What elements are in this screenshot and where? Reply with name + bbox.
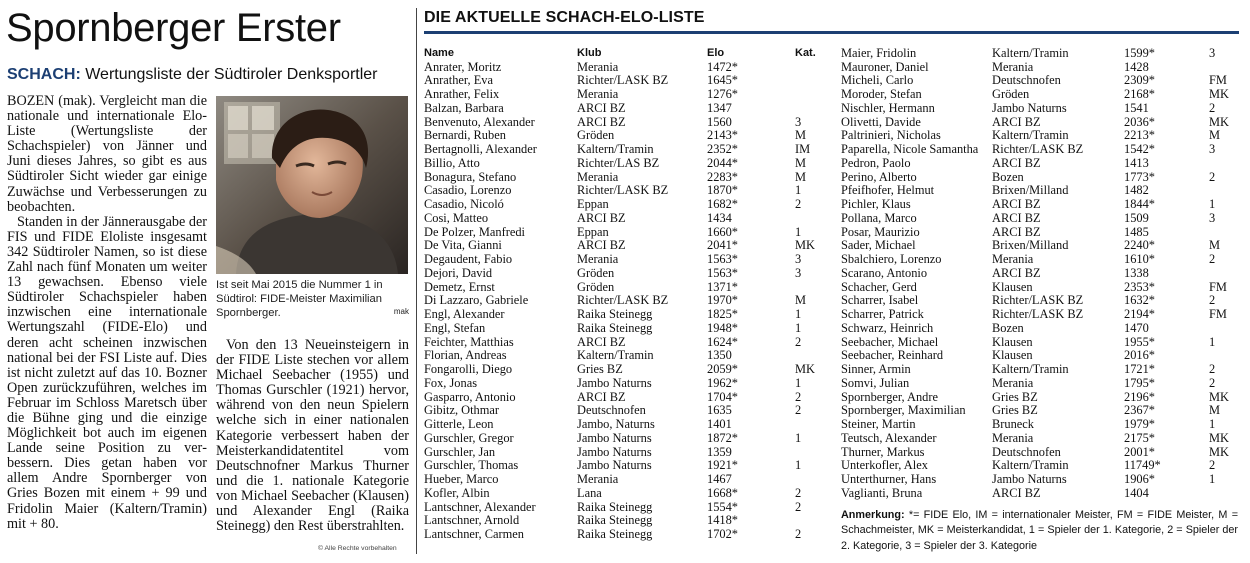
player-elo: 1404	[1124, 485, 1149, 500]
player-club: Merania	[992, 59, 1034, 74]
player-club: Merania	[577, 59, 619, 74]
player-elo: 1467	[707, 472, 732, 487]
player-name: Balzan, Barbara	[424, 100, 504, 115]
player-elo: 1434	[707, 210, 732, 225]
player-club: Merania	[577, 252, 619, 267]
player-club: Gries BZ	[992, 389, 1038, 404]
player-club: Kaltern/Tramin	[992, 45, 1069, 60]
player-club: Kaltern/Tramin	[992, 128, 1069, 143]
player-name: Bernardi, Ruben	[424, 128, 506, 143]
player-elo: 1948*	[707, 320, 738, 335]
player-club: Gries BZ	[992, 403, 1038, 418]
player-elo: 1599*	[1124, 45, 1155, 60]
player-name: Unterthurner, Hans	[841, 472, 937, 487]
player-club: Kaltern/Tramin	[577, 348, 654, 363]
article-paragraph-3: Von den 13 Neueinsteigern in der FIDE Liste stechen vor allem Michael Seebacher (1955) und Thomas Gurschler (1921) hervor, während von den neun Spielern welche sich in einer nationalen Kategorie verbessert haben der Meisterkandidatentitel vom Deutschnofner Markus Thurner und die 1. nationale Kategorie von Michael Seebacher (Klausen) und Alexander Engl (Raika Steinegg) den Rest überstrahlten.	[216, 337, 409, 535]
player-category: 2	[1209, 375, 1216, 390]
player-club: Jambo Naturns	[577, 458, 652, 473]
player-category: 3	[795, 252, 802, 267]
player-name: Gurschler, Thomas	[424, 458, 519, 473]
player-club: Merania	[992, 430, 1034, 445]
player-club: Klausen	[992, 334, 1033, 349]
player-name: Fongarolli, Diego	[424, 362, 513, 377]
player-elo: 1554*	[707, 499, 738, 514]
player-elo: 1563*	[707, 252, 738, 267]
section-title: DIE AKTUELLE SCHACH-ELO-LISTE	[424, 9, 705, 26]
player-category: FM	[1209, 73, 1227, 88]
player-club: Eppan	[577, 224, 609, 239]
player-name: Unterkofler, Alex	[841, 458, 928, 473]
player-club: ARCI BZ	[992, 224, 1041, 239]
player-elo: 1635	[707, 403, 732, 418]
player-elo: 1624*	[707, 334, 738, 349]
player-club: Jambo Naturns	[577, 444, 652, 459]
player-club: ARCI BZ	[577, 389, 626, 404]
player-elo: 1610*	[1124, 252, 1155, 267]
player-name: Schacher, Gerd	[841, 279, 917, 294]
article-column-2	[216, 338, 409, 534]
player-elo: 2016*	[1124, 348, 1155, 363]
player-category: 1	[795, 224, 802, 239]
player-elo: 1704*	[707, 389, 738, 404]
player-category: 2	[795, 403, 802, 418]
player-category: MK	[1209, 389, 1229, 404]
player-club: Raika Steinegg	[577, 320, 653, 335]
player-category: 2	[1209, 458, 1216, 473]
header-kat: Kat.	[795, 47, 816, 59]
player-name: Pedron, Paolo	[841, 155, 911, 170]
player-name: Schwarz, Heinrich	[841, 320, 934, 335]
player-elo: 1870*	[707, 183, 738, 198]
player-club: ARCI BZ	[992, 197, 1041, 212]
player-name: Paltrinieri, Nicholas	[841, 128, 941, 143]
player-name: Bonagura, Stefano	[424, 169, 517, 184]
player-name: Bertagnolli, Alexander	[424, 142, 537, 157]
player-club: Klausen	[992, 348, 1033, 363]
player-club: ARCI BZ	[992, 210, 1041, 225]
player-club: ARCI BZ	[992, 114, 1041, 129]
player-elo: 1872*	[707, 430, 738, 445]
player-club: Raika Steinegg	[577, 307, 653, 322]
player-category: 1	[795, 430, 802, 445]
player-club: Richter/LASK BZ	[577, 183, 669, 198]
player-name: Olivetti, Davide	[841, 114, 921, 129]
player-elo: 2213*	[1124, 128, 1155, 143]
player-category: IM	[795, 142, 811, 157]
player-category: 1	[795, 307, 802, 322]
player-club: Gries BZ	[577, 362, 623, 377]
player-elo: 1844*	[1124, 197, 1155, 212]
player-name: Vaglianti, Bruna	[841, 485, 923, 500]
player-elo: 1560	[707, 114, 732, 129]
player-name: Nischler, Hermann	[841, 100, 935, 115]
player-club: Gröden	[577, 128, 615, 143]
player-club: Jambo, Naturns	[577, 417, 655, 432]
player-name: Spornberger, Andre	[841, 389, 939, 404]
player-club: Kaltern/Tramin	[577, 142, 654, 157]
player-elo: 1401	[707, 417, 732, 432]
player-name: Mauroner, Daniel	[841, 59, 929, 74]
player-name: Steiner, Martin	[841, 417, 916, 432]
player-name: Seebacher, Reinhard	[841, 348, 944, 363]
player-elo: 1660*	[707, 224, 738, 239]
player-name: Gitterle, Leon	[424, 417, 494, 432]
player-name: Cosi, Matteo	[424, 210, 489, 225]
player-category: 2	[795, 334, 802, 349]
player-category: 3	[795, 114, 802, 129]
player-category: MK	[1209, 430, 1229, 445]
article-paragraph-2: Standen in der Jännerausgabe der FIS und FIDE Eloliste insgesamt 342 Südtiroler Namen, so ist diese Zahl nach fünf Monaten um weiter 13 gewachsen. Ebenso viele Südtiroler Schachspieler haben inzwischen eine internationale Wertungszahl (FIDE-Elo) und deren acht scheinen inzwischen national bei der FSI Liste auf. Dies ist nicht zuletzt auf das 10. Bozner Open zurückzuführen, welches im Februar im Schloss Maretsch über die Bühne ging und die einzige Möglichkeit bot auch im eigenen Lande seine Position zu verbessern. Dies getan haben vor allem Andre Spornberger von Gries Bozen mit einem + 99 und Fridolin Maier (Kaltern/Tramin) mit + 80.	[7, 213, 207, 532]
player-elo: 1485	[1124, 224, 1149, 239]
player-category: M	[795, 169, 807, 184]
player-name: Paparella, Nicole Samantha	[841, 142, 979, 157]
player-photo-image	[216, 96, 408, 274]
player-club: Brixen/Milland	[992, 238, 1069, 253]
section-title-rule	[424, 31, 1239, 34]
player-elo: 1413	[1124, 155, 1149, 170]
player-club: Deutschnofen	[577, 403, 646, 418]
player-name: Dejori, David	[424, 265, 493, 280]
player-category: MK	[795, 238, 815, 253]
player-club: Richter/LAS BZ	[577, 155, 660, 170]
player-category: M	[1209, 238, 1221, 253]
player-category: M	[795, 128, 807, 143]
player-name: Benvenuto, Alexander	[424, 114, 535, 129]
player-club: ARCI BZ	[577, 114, 626, 129]
player-category: MK	[795, 362, 815, 377]
subheadline	[7, 65, 411, 85]
player-elo: 1645*	[707, 73, 738, 88]
player-name: Kofler, Albin	[424, 485, 490, 500]
player-club: ARCI BZ	[992, 485, 1041, 500]
player-elo: 1721*	[1124, 362, 1155, 377]
player-name: Pfeifhofer, Helmut	[841, 183, 935, 198]
player-name: Anrather, Felix	[424, 87, 500, 102]
player-elo: 1276*	[707, 87, 738, 102]
player-name: Thurner, Markus	[841, 444, 925, 459]
player-category: 1	[795, 458, 802, 473]
player-category: 2	[795, 485, 802, 500]
player-category: 3	[1209, 142, 1216, 157]
player-name: Engl, Stefan	[424, 320, 486, 335]
player-club: Merania	[992, 375, 1034, 390]
player-name: Lantschner, Arnold	[424, 513, 520, 528]
player-name: De Vita, Gianni	[424, 238, 502, 253]
player-club: Bozen	[992, 320, 1024, 335]
kicker: SCHACH:	[7, 66, 81, 83]
player-name: Lantschner, Alexander	[424, 499, 536, 514]
player-category: 1	[795, 183, 802, 198]
player-club: Merania	[577, 169, 619, 184]
player-club: Eppan	[577, 197, 609, 212]
player-elo: 1906*	[1124, 472, 1155, 487]
player-category: M	[1209, 403, 1221, 418]
player-club: Bozen	[992, 169, 1024, 184]
player-name: Sader, Michael	[841, 238, 916, 253]
player-club: Raika Steinegg	[577, 513, 653, 528]
player-name: Gibitz, Othmar	[424, 403, 500, 418]
player-category: MK	[1209, 444, 1229, 459]
player-name: Gurschler, Gregor	[424, 430, 514, 445]
player-category: 2	[795, 499, 802, 514]
legend-label: Anmerkung:	[841, 509, 905, 521]
player-elo: 2283*	[707, 169, 738, 184]
player-club: Merania	[992, 252, 1034, 267]
player-elo: 1702*	[707, 527, 738, 542]
player-club: Jambo Naturns	[577, 375, 652, 390]
player-category: FM	[1209, 279, 1227, 294]
player-elo: 1773*	[1124, 169, 1155, 184]
player-category: 2	[795, 197, 802, 212]
player-category: 2	[795, 389, 802, 404]
player-category: 2	[1209, 362, 1216, 377]
player-elo: 1563*	[707, 265, 738, 280]
player-elo: 2168*	[1124, 87, 1155, 102]
player-name: Spornberger, Maximilian	[841, 403, 966, 418]
player-category: 3	[795, 265, 802, 280]
player-club: Jambo Naturns	[577, 430, 652, 445]
player-name: Scarano, Antonio	[841, 265, 928, 280]
player-elo: 1825*	[707, 307, 738, 322]
player-elo: 1962*	[707, 375, 738, 390]
player-name: Maier, Fridolin	[841, 45, 917, 60]
player-category: 2	[1209, 252, 1216, 267]
player-club: Merania	[577, 87, 619, 102]
article-paragraph-1: BOZEN (mak). Vergleicht man die nationale und internationale Elo-Liste (Wertungsliste der Schachspieler) von Jänner und Juni dieses Jahres, so gibt es aus Südtiroler Sicht wieder gar einige Zuwächse und Verbesserungen zu beobachten.	[7, 93, 207, 215]
header-klub: Klub	[577, 47, 602, 59]
player-category: 2	[1209, 169, 1216, 184]
player-category: 2	[1209, 100, 1216, 115]
player-club: Richter/LASK BZ	[992, 307, 1084, 322]
player-elo: 2367*	[1124, 403, 1155, 418]
player-category: 3	[1209, 210, 1216, 225]
player-elo: 1470	[1124, 320, 1149, 335]
player-elo: 1541	[1124, 100, 1149, 115]
player-club: Lana	[577, 485, 602, 500]
player-name: Gurschler, Jan	[424, 444, 496, 459]
player-club: Bruneck	[992, 417, 1034, 432]
player-elo: 1509	[1124, 210, 1149, 225]
player-elo: 2059*	[707, 362, 738, 377]
player-name: Anrater, Moritz	[424, 59, 502, 74]
player-elo: 1428	[1124, 59, 1149, 74]
player-name: Seebacher, Michael	[841, 334, 939, 349]
player-category: 3	[1209, 45, 1216, 60]
player-club: Brixen/Milland	[992, 183, 1069, 198]
player-club: ARCI BZ	[992, 155, 1041, 170]
player-elo: 2175*	[1124, 430, 1155, 445]
player-elo: 2240*	[1124, 238, 1155, 253]
player-elo: 1970*	[707, 293, 738, 308]
player-elo: 2194*	[1124, 307, 1155, 322]
player-elo: 1668*	[707, 485, 738, 500]
player-elo: 2309*	[1124, 73, 1155, 88]
subheadline-text: Wertungsliste der Südtiroler Denksportler	[85, 66, 378, 83]
header-elo: Elo	[707, 47, 725, 59]
player-elo: 1542*	[1124, 142, 1155, 157]
player-name: Anrather, Eva	[424, 73, 493, 88]
player-photo	[216, 96, 408, 274]
player-name: Florian, Andreas	[424, 348, 507, 363]
player-name: Hueber, Marco	[424, 472, 499, 487]
player-name: Di Lazzaro, Gabriele	[424, 293, 529, 308]
player-category: MK	[1209, 114, 1229, 129]
photo-caption	[216, 278, 409, 320]
player-name: Degaudent, Fabio	[424, 252, 513, 267]
player-elo: 1795*	[1124, 375, 1155, 390]
rights-notice: © Alle Rechte vorbehalten	[318, 545, 397, 552]
headline: Spornberger Erster	[6, 6, 341, 50]
player-elo: 1979*	[1124, 417, 1155, 432]
player-club: Gröden	[577, 279, 615, 294]
legend	[841, 508, 1238, 554]
player-elo: 1418*	[707, 513, 738, 528]
article-column-1	[7, 94, 207, 532]
player-elo: 2041*	[707, 238, 738, 253]
player-category: 1	[795, 375, 802, 390]
player-club: Kaltern/Tramin	[992, 362, 1069, 377]
player-club: Richter/LASK BZ	[577, 73, 669, 88]
player-category: FM	[1209, 307, 1227, 322]
player-name: Pichler, Klaus	[841, 197, 911, 212]
player-club: Richter/LASK BZ	[577, 293, 669, 308]
player-elo: 1338	[1124, 265, 1149, 280]
player-elo: 1347	[707, 100, 732, 115]
player-elo: 1371*	[707, 279, 738, 294]
player-name: Scharrer, Isabel	[841, 293, 919, 308]
player-category: M	[1209, 128, 1221, 143]
player-club: ARCI BZ	[577, 100, 626, 115]
player-category: 1	[1209, 334, 1216, 349]
player-category: M	[795, 293, 807, 308]
player-club: Jambo Naturns	[992, 100, 1067, 115]
player-club: ARCI BZ	[577, 334, 626, 349]
player-name: Casadio, Lorenzo	[424, 183, 512, 198]
player-elo: 1682*	[707, 197, 738, 212]
player-category: 1	[795, 320, 802, 335]
player-club: Deutschnofen	[992, 444, 1061, 459]
photo-credit: mak	[393, 307, 409, 316]
player-category: 1	[1209, 417, 1216, 432]
player-elo: 1632*	[1124, 293, 1155, 308]
player-name: Feichter, Matthias	[424, 334, 514, 349]
photo-caption-text: Ist seit Mai 2015 die Nummer 1 in Südtirol: FIDE-Meister Maximilian Spornberger.	[216, 279, 383, 319]
player-name: Fox, Jonas	[424, 375, 478, 390]
player-elo: 1359	[707, 444, 732, 459]
player-category: 1	[1209, 472, 1216, 487]
player-club: Gröden	[577, 265, 615, 280]
player-name: Moroder, Stefan	[841, 87, 922, 102]
player-club: Merania	[577, 472, 619, 487]
player-elo: 2001*	[1124, 444, 1155, 459]
player-category: 2	[795, 527, 802, 542]
player-category: 2	[1209, 293, 1216, 308]
header-name: Name	[424, 47, 454, 59]
player-elo: 2036*	[1124, 114, 1155, 129]
player-category: 1	[1209, 197, 1216, 212]
player-club: Kaltern/Tramin	[992, 458, 1069, 473]
player-club: Raika Steinegg	[577, 527, 653, 542]
player-elo: 1955*	[1124, 334, 1155, 349]
player-name: Scharrer, Patrick	[841, 307, 924, 322]
player-name: Somvi, Julian	[841, 375, 910, 390]
player-club: Richter/LASK BZ	[992, 293, 1084, 308]
player-elo: 1350	[707, 348, 732, 363]
player-elo: 11749*	[1124, 458, 1161, 473]
player-club: Gröden	[992, 87, 1030, 102]
player-club: Raika Steinegg	[577, 499, 653, 514]
player-name: Gasparro, Antonio	[424, 389, 516, 404]
player-name: Pollana, Marco	[841, 210, 917, 225]
legend-text: *= FIDE Elo, IM = internationaler Meister, FM = FIDE Meister, M = Schachmeister, MK = Meisterkandidat, 1 = Spieler der 1. Kategorie, 2 = Spieler der 2. Kategorie, 3 = Spieler der 3. Kategorie	[841, 509, 1238, 552]
player-elo: 1482	[1124, 183, 1149, 198]
player-name: De Polzer, Manfredi	[424, 224, 526, 239]
player-club: ARCI BZ	[577, 238, 626, 253]
player-name: Demetz, Ernst	[424, 279, 495, 294]
player-name: Sinner, Armin	[841, 362, 911, 377]
player-elo: 2044*	[707, 155, 738, 170]
player-club: Richter/LASK BZ	[992, 142, 1084, 157]
player-name: Micheli, Carlo	[841, 73, 914, 88]
player-elo: 1472*	[707, 59, 738, 74]
player-elo: 2352*	[707, 142, 738, 157]
player-elo: 2143*	[707, 128, 738, 143]
player-name: Lantschner, Carmen	[424, 527, 524, 542]
player-name: Teutsch, Alexander	[841, 430, 937, 445]
player-name: Billio, Atto	[424, 155, 480, 170]
player-name: Engl, Alexander	[424, 307, 505, 322]
player-club: ARCI BZ	[577, 210, 626, 225]
player-name: Posar, Maurizio	[841, 224, 920, 239]
player-category: M	[795, 155, 807, 170]
player-name: Casadio, Nicoló	[424, 197, 504, 212]
player-name: Perino, Alberto	[841, 169, 917, 184]
player-category: MK	[1209, 87, 1229, 102]
player-club: ARCI BZ	[992, 265, 1041, 280]
player-club: Deutschnofen	[992, 73, 1061, 88]
player-elo: 2353*	[1124, 279, 1155, 294]
player-club: Klausen	[992, 279, 1033, 294]
player-elo: 2196*	[1124, 389, 1155, 404]
column-divider	[416, 8, 417, 554]
player-elo: 1921*	[707, 458, 738, 473]
player-name: Sbalchiero, Lorenzo	[841, 252, 942, 267]
player-club: Jambo Naturns	[992, 472, 1067, 487]
